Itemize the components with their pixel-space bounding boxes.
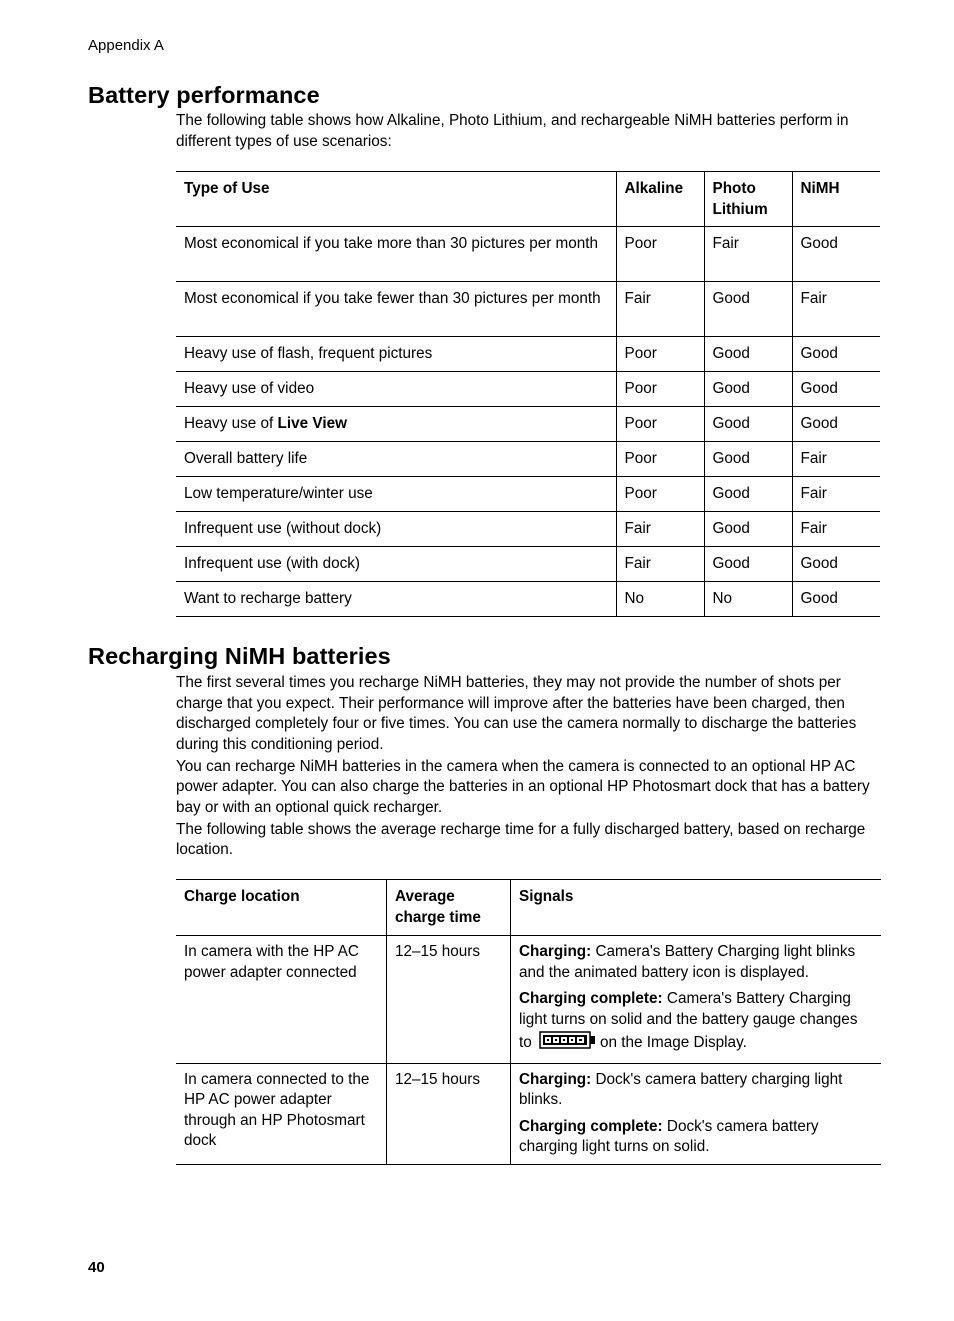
- lithium-cell: Fair: [704, 227, 792, 282]
- use-cell: Low temperature/winter use: [176, 477, 616, 512]
- table-header-row: [176, 172, 880, 227]
- table-row: [176, 477, 880, 512]
- recharging-heading: Recharging NiMH batteries: [88, 643, 391, 669]
- lithium-cell: Good: [704, 547, 792, 582]
- use-cell: Overall battery life: [176, 442, 616, 477]
- table-row: [176, 512, 880, 547]
- column-header-nimh: NiMH: [800, 180, 840, 197]
- nimh-cell: Good: [800, 235, 838, 252]
- nimh-cell: Fair: [800, 485, 827, 502]
- lithium-cell: Good: [704, 512, 792, 547]
- use-cell: Most economical if you take more than 30 pictures per month: [176, 227, 616, 282]
- alkaline-cell: Poor: [616, 227, 704, 282]
- nimh-cell: Fair: [800, 290, 827, 307]
- alkaline-cell: Poor: [616, 407, 704, 442]
- signal-text: Dock's camera battery charging light turns on solid.: [519, 1117, 819, 1155]
- charging-signal: [519, 942, 873, 983]
- alkaline-cell: Poor: [616, 337, 704, 372]
- table-row: [176, 372, 880, 407]
- recharging-body: [176, 673, 882, 862]
- table-row: [176, 227, 880, 282]
- charging-signal: [519, 1070, 873, 1111]
- use-cell: Heavy use of video: [176, 372, 616, 407]
- alkaline-cell: Fair: [616, 512, 704, 547]
- battery-performance-heading: Battery performance: [88, 82, 320, 108]
- use-cell: Infrequent use (without dock): [176, 512, 616, 547]
- use-cell: Infrequent use (with dock): [176, 547, 616, 582]
- nimh-cell: Good: [800, 345, 838, 362]
- table-row: [176, 582, 880, 617]
- signal-text: Dock's camera battery charging light blinks.: [519, 1070, 843, 1108]
- alkaline-cell: No: [616, 582, 704, 617]
- alkaline-cell: Fair: [616, 282, 704, 337]
- table-row: [176, 407, 880, 442]
- location-cell: In camera with the HP AC power adapter connected: [176, 936, 387, 1064]
- table-row: [176, 442, 880, 477]
- charging-complete-signal: [519, 1117, 873, 1158]
- signal-text: Camera's Battery Charging light turns on solid and the battery gauge changes to: [519, 990, 858, 1051]
- column-header-signals: Signals: [519, 888, 574, 905]
- recharging-paragraph: The following table shows the average recharge time for a fully discharged battery, based on recharge location.: [176, 820, 866, 858]
- alkaline-cell: Poor: [616, 442, 704, 477]
- nimh-cell: Good: [800, 590, 838, 607]
- column-header-charge-location: Charge location: [176, 880, 387, 936]
- nimh-cell: Fair: [800, 520, 827, 537]
- lithium-cell: Good: [704, 372, 792, 407]
- battery-performance-table: [176, 171, 880, 617]
- alkaline-cell: Poor: [616, 372, 704, 407]
- signal-label: Charging complete:: [519, 1117, 663, 1135]
- use-cell: Heavy use of flash, frequent pictures: [176, 337, 616, 372]
- signals-cell: [511, 1063, 882, 1164]
- nimh-cell: Fair: [800, 450, 827, 467]
- table-header-row: [176, 880, 881, 936]
- page-number: 40: [88, 1259, 105, 1276]
- column-header-type-of-use: Type of Use: [176, 172, 616, 227]
- table-row: [176, 1063, 881, 1164]
- signal-label: Charging complete:: [519, 990, 663, 1007]
- nimh-cell: Good: [800, 380, 838, 397]
- recharging-paragraph: The first several times you recharge NiMH batteries, they may not provide the number of shots per charge that you expect. Their performance will improve after the batteries have been charged, then discharged completely four or five times. You can use the camera normally to discharge the batteries during this conditioning period.: [176, 674, 857, 753]
- recharging-paragraph: You can recharge NiMH batteries in the camera when the camera is connected to an optional HP AC power adapter. You can also charge the batteries in an optional HP Photosmart dock that has a battery bay or with an optional quick recharger.: [176, 757, 870, 816]
- signals-cell: [511, 936, 882, 1064]
- column-header-average-charge-time: Average charge time: [387, 880, 511, 936]
- location-cell: In camera connected to the HP AC power adapter through an HP Photosmart dock: [176, 1063, 387, 1164]
- signal-label: Charging:: [519, 943, 592, 960]
- alkaline-cell: Poor: [616, 477, 704, 512]
- use-cell: Want to recharge battery: [176, 582, 616, 617]
- nimh-cell: Good: [800, 415, 838, 432]
- table-row: [176, 936, 881, 1064]
- use-cell: [176, 407, 616, 442]
- battery-full-icon: [539, 1030, 597, 1057]
- table-row: [176, 282, 880, 337]
- signal-text-suffix: on the Image Display.: [600, 1034, 747, 1051]
- charge-time-cell: 12–15 hours: [387, 936, 511, 1064]
- column-header-alkaline: Alkaline: [616, 172, 704, 227]
- lithium-cell: Good: [704, 442, 792, 477]
- column-header-photo-lithium: Photo Lithium: [704, 172, 792, 227]
- lithium-cell: Good: [704, 477, 792, 512]
- section-label: Appendix A: [88, 37, 164, 54]
- table-row: [176, 337, 880, 372]
- signal-text: Camera's Battery Charging light blinks and the animated battery icon is displayed.: [519, 943, 856, 981]
- lithium-cell: No: [704, 582, 792, 617]
- table-row: [176, 547, 880, 582]
- use-cell: Most economical if you take fewer than 30 pictures per month: [176, 282, 616, 337]
- charging-complete-signal: [519, 989, 873, 1057]
- live-view-term: Live View: [277, 415, 347, 432]
- use-text-prefix: Heavy use of: [184, 415, 278, 432]
- recharge-time-table: [176, 879, 881, 1165]
- lithium-cell: Good: [704, 282, 792, 337]
- nimh-cell: Good: [800, 555, 838, 572]
- lithium-cell: Good: [704, 407, 792, 442]
- charge-time-cell: 12–15 hours: [387, 1063, 511, 1164]
- alkaline-cell: Fair: [616, 547, 704, 582]
- lithium-cell: Good: [704, 337, 792, 372]
- battery-performance-intro: The following table shows how Alkaline, Photo Lithium, and rechargeable NiMH batteries perform in different types of use scenarios:: [176, 112, 849, 150]
- signal-label: Charging:: [519, 1070, 592, 1088]
